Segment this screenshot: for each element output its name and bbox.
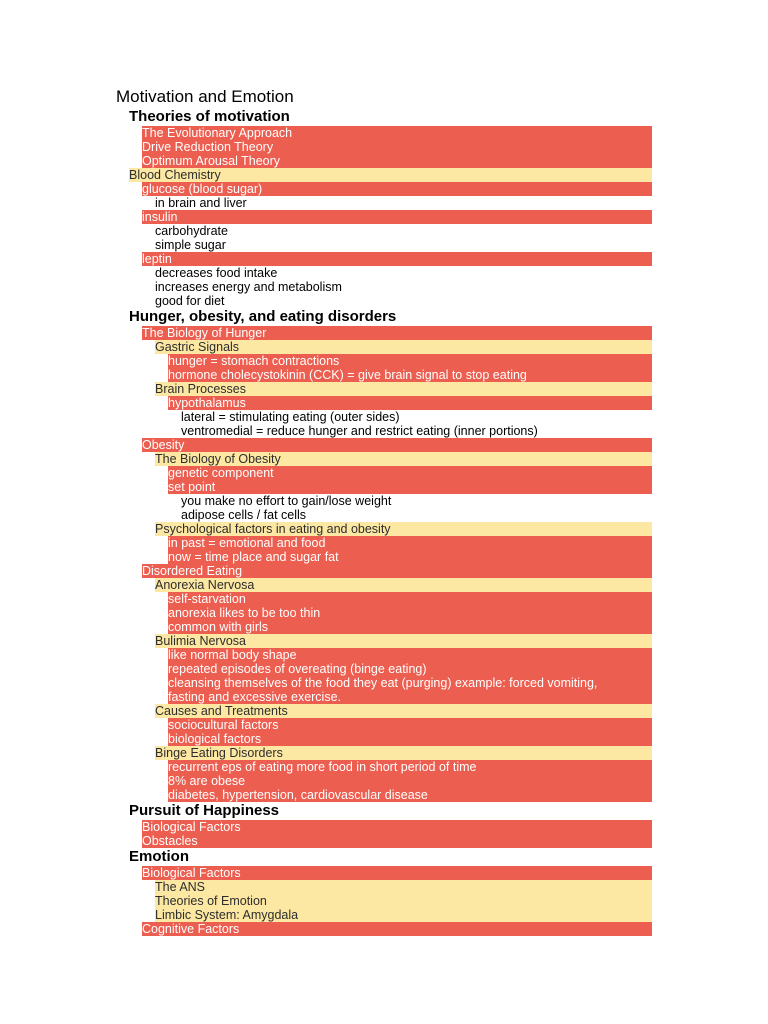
highlighted-outline-item: common with girls — [168, 620, 652, 634]
highlighted-outline-item: diabetes, hypertension, cardiovascular disease — [168, 788, 652, 802]
highlighted-outline-item: Drive Reduction Theory — [142, 140, 652, 154]
outline-item: you make no effort to gain/lose weight — [181, 494, 392, 508]
outline-item: ventromedial = reduce hunger and restrict eating (inner portions) — [181, 424, 538, 438]
highlighted-outline-item: The ANS — [155, 880, 652, 894]
highlighted-outline-item: hormone cholecystokinin (CCK) = give brain signal to stop eating — [168, 368, 652, 382]
highlighted-outline-item: fasting and excessive exercise. — [168, 690, 652, 704]
highlighted-outline-item: like normal body shape — [168, 648, 652, 662]
highlighted-outline-item: The Biology of Hunger — [142, 326, 652, 340]
highlighted-outline-item: Biological Factors — [142, 820, 652, 834]
highlighted-outline-item: Psychological factors in eating and obesity — [155, 522, 652, 536]
highlighted-outline-item: sociocultural factors — [168, 718, 652, 732]
highlighted-outline-item: genetic component — [168, 466, 652, 480]
highlighted-outline-item: The Biology of Obesity — [155, 452, 652, 466]
highlighted-outline-item: anorexia likes to be too thin — [168, 606, 652, 620]
highlighted-outline-item: hunger = stomach contractions — [168, 354, 652, 368]
highlighted-outline-item: Limbic System: Amygdala — [155, 908, 652, 922]
highlighted-outline-item: Binge Eating Disorders — [155, 746, 652, 760]
highlighted-outline-item: Gastric Signals — [155, 340, 652, 354]
highlighted-outline-item: set point — [168, 480, 652, 494]
section-heading: Pursuit of Happiness — [129, 802, 280, 819]
outline-item: simple sugar — [155, 238, 226, 252]
highlighted-outline-item: recurrent eps of eating more food in short period of time — [168, 760, 652, 774]
highlighted-outline-item: self-starvation — [168, 592, 652, 606]
highlighted-outline-item: Cognitive Factors — [142, 922, 652, 936]
outline-item: adipose cells / fat cells — [181, 508, 307, 522]
outline-item: in brain and liver — [155, 196, 247, 210]
highlighted-outline-item: Anorexia Nervosa — [155, 578, 652, 592]
highlighted-outline-item: Causes and Treatments — [155, 704, 652, 718]
highlighted-outline-item: Theories of Emotion — [155, 894, 652, 908]
highlighted-outline-item: Biological Factors — [142, 866, 652, 880]
section-heading: Theories of motivation — [129, 108, 290, 125]
highlighted-outline-item: 8% are obese — [168, 774, 652, 788]
highlighted-outline-item: repeated episodes of overeating (binge eating) — [168, 662, 652, 676]
outline-item: good for diet — [155, 294, 225, 308]
highlighted-outline-item: Bulimia Nervosa — [155, 634, 652, 648]
section-heading: Hunger, obesity, and eating disorders — [129, 308, 397, 325]
highlighted-outline-item: now = time place and sugar fat — [168, 550, 652, 564]
highlighted-outline-item: Obstacles — [142, 834, 652, 848]
outline-item: lateral = stimulating eating (outer sides) — [181, 410, 400, 424]
highlighted-outline-item: Brain Processes — [155, 382, 652, 396]
highlighted-outline-item: glucose (blood sugar) — [142, 182, 652, 196]
highlighted-outline-item: hypothalamus — [168, 396, 652, 410]
highlighted-outline-item: leptin — [142, 252, 652, 266]
outline-item: carbohydrate — [155, 224, 228, 238]
highlighted-outline-item: Optimum Arousal Theory — [142, 154, 652, 168]
outline-item: decreases food intake — [155, 266, 278, 280]
highlighted-outline-item: in past = emotional and food — [168, 536, 652, 550]
highlighted-outline-item: Blood Chemistry — [129, 168, 652, 182]
highlighted-outline-item: Obesity — [142, 438, 652, 452]
page-title: Motivation and Emotion — [116, 87, 294, 106]
outline-item: increases energy and metabolism — [155, 280, 342, 294]
highlighted-outline-item: cleansing themselves of the food they eat (purging) example: forced vomiting, — [168, 676, 652, 690]
highlighted-outline-item: insulin — [142, 210, 652, 224]
highlighted-outline-item: The Evolutionary Approach — [142, 126, 652, 140]
section-heading: Emotion — [129, 848, 189, 865]
highlighted-outline-item: Disordered Eating — [142, 564, 652, 578]
highlighted-outline-item: biological factors — [168, 732, 652, 746]
